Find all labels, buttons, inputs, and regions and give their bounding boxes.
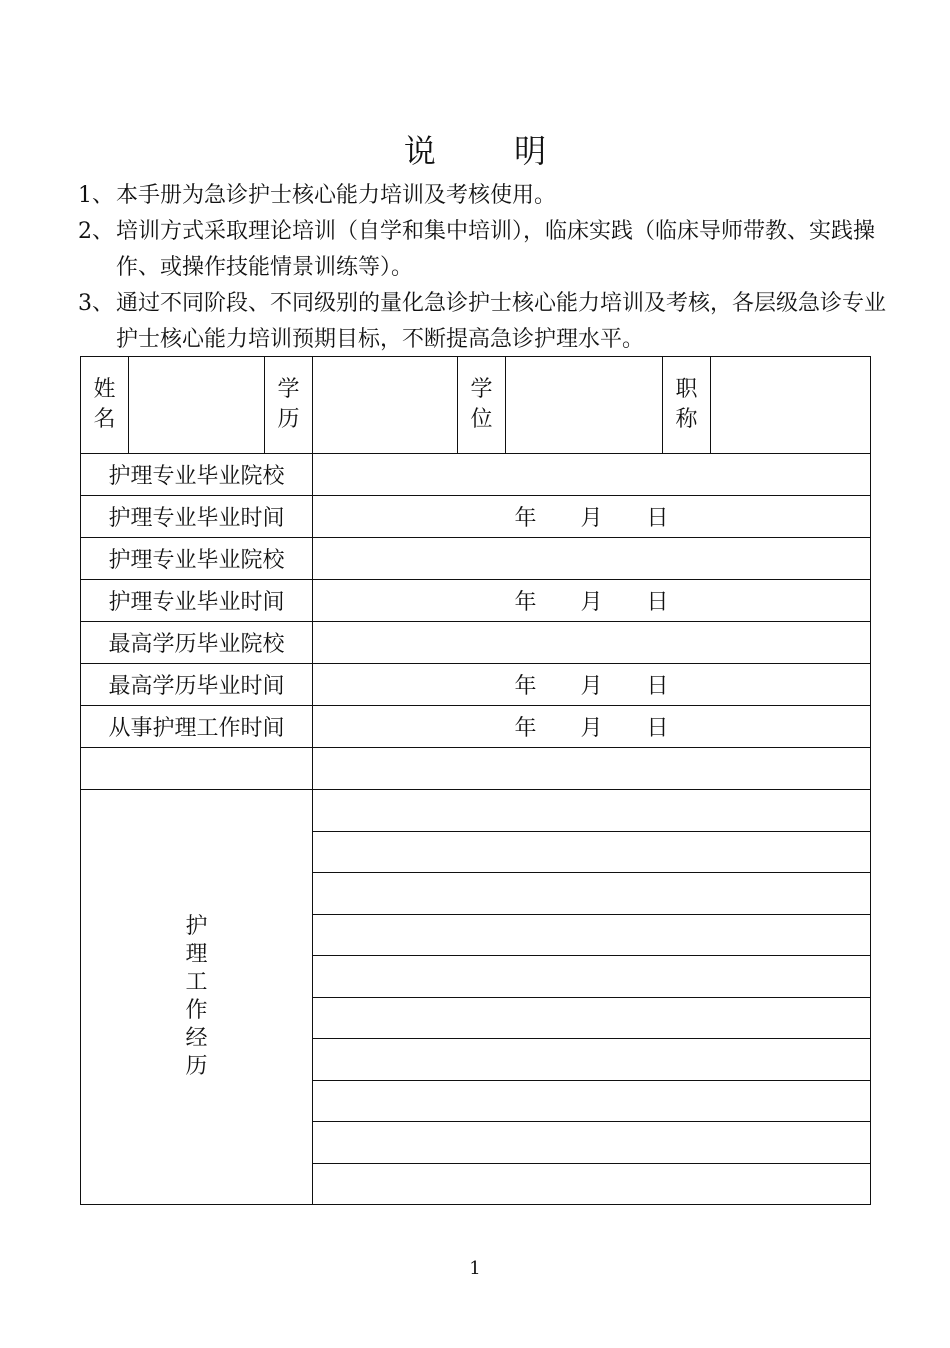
degree-field[interactable] xyxy=(506,357,663,454)
row-label: 护理专业毕业时间 xyxy=(81,496,313,538)
note-text: 通过不同阶段、不同级别的量化急诊护士核心能力培训及考核，各层级急诊专业护士核心能力培训预期目标，不断提高急诊护理水平。 xyxy=(116,291,887,352)
date-field[interactable]: 年 月 日 xyxy=(313,580,871,622)
title-label: 职 称 xyxy=(663,357,711,454)
experience-line[interactable] xyxy=(313,1080,871,1122)
note-item xyxy=(78,178,898,214)
note-number: 3、 xyxy=(78,291,114,316)
page-title: 说 明 xyxy=(403,132,581,170)
date-field[interactable]: 年 月 日 xyxy=(313,664,871,706)
experience-line[interactable] xyxy=(313,997,871,1039)
experience-line[interactable] xyxy=(313,790,871,832)
nurse-info-form xyxy=(80,356,871,1205)
education-label: 学 历 xyxy=(265,357,313,454)
experience-line[interactable] xyxy=(313,956,871,998)
experience-line[interactable] xyxy=(313,831,871,873)
school-field[interactable] xyxy=(313,454,871,496)
form-row xyxy=(81,454,871,496)
row-label: 护理专业毕业时间 xyxy=(81,580,313,622)
form-row xyxy=(81,748,871,790)
experience-line[interactable] xyxy=(313,1039,871,1081)
note-item xyxy=(78,286,898,358)
name-field[interactable] xyxy=(129,357,265,454)
experience-line[interactable] xyxy=(313,1163,871,1205)
experience-line[interactable] xyxy=(313,914,871,956)
instructions xyxy=(78,178,898,358)
note-number: 2、 xyxy=(78,219,114,244)
date-field[interactable]: 年 月 日 xyxy=(313,706,871,748)
page-number: 1 xyxy=(469,1258,481,1279)
blank-field[interactable] xyxy=(313,748,871,790)
form-row xyxy=(81,496,871,538)
name-label: 姓 名 xyxy=(81,357,129,454)
row-label xyxy=(81,748,313,790)
form-row xyxy=(81,622,871,664)
note-item xyxy=(78,214,898,286)
experience-row xyxy=(81,790,871,832)
note-text: 本手册为急诊护士核心能力培训及考核使用。 xyxy=(116,183,557,208)
work-experience-label: 护 理 工 作 经 历 xyxy=(81,790,313,1205)
note-text: 培训方式采取理论培训（自学和集中培训），临床实践（临床导师带教、实践操作、或操作技能情景训练等）。 xyxy=(116,219,876,280)
form-row xyxy=(81,664,871,706)
header-row xyxy=(81,357,871,454)
date-field[interactable]: 年 月 日 xyxy=(313,496,871,538)
school-field[interactable] xyxy=(313,538,871,580)
title-field[interactable] xyxy=(711,357,871,454)
experience-line[interactable] xyxy=(313,1122,871,1164)
row-label: 护理专业毕业院校 xyxy=(81,454,313,496)
row-label: 护理专业毕业院校 xyxy=(81,538,313,580)
education-field[interactable] xyxy=(313,357,458,454)
degree-label: 学 位 xyxy=(458,357,506,454)
experience-line[interactable] xyxy=(313,873,871,915)
form-row xyxy=(81,580,871,622)
note-number: 1、 xyxy=(78,183,114,208)
school-field[interactable] xyxy=(313,622,871,664)
row-label: 最高学历毕业时间 xyxy=(81,664,313,706)
row-label: 最高学历毕业院校 xyxy=(81,622,313,664)
form-row xyxy=(81,538,871,580)
form-row xyxy=(81,706,871,748)
row-label: 从事护理工作时间 xyxy=(81,706,313,748)
